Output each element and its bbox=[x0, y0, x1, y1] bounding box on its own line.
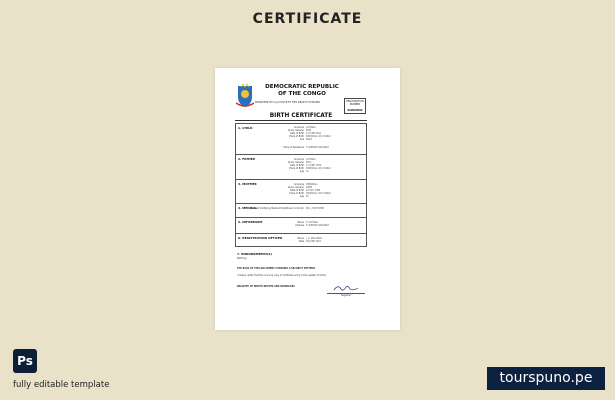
field-row: Place of Birth KINSHASA, RD CONGO bbox=[289, 135, 331, 138]
field-row: Date of Birth 21 JUNE 2010 bbox=[290, 132, 322, 135]
page-heading: CERTIFICATE bbox=[252, 11, 363, 27]
section-medical: 4. MEDICAL Name of Certifying Medical Practitioner or Doctor DR. J. MUTOMBO bbox=[235, 204, 367, 218]
field-row: Sex MALE bbox=[300, 138, 312, 141]
section-father: 2. FATHER Surname LOTINGA Given name(s) PAUL Date of Birth 17 JUNE 1978 Place of Birth KINSHASA, RD CONGO Age 32 bbox=[235, 155, 367, 180]
field-row: Name of Certifying Medical Practitioner or Doctor DR. J. MUTOMBO bbox=[250, 207, 325, 210]
field-row: Surname LOTINGA bbox=[294, 126, 316, 129]
field-row: Address 5 AVENUE KABASELE bbox=[295, 224, 329, 227]
field-row: Given name(s) ANNE bbox=[287, 186, 313, 189]
field-row: Age 25 bbox=[299, 195, 309, 198]
fine-print: THE BACK OF THIS DOCUMENT CONTAINS A SECURITY PATTERN bbox=[237, 267, 315, 270]
section-informant: 5. INFORMANT Name P. LOTINGA Address 5 AVENUE KABASELE bbox=[235, 218, 367, 234]
ministry-line: MINISTÈRE DE LA JUSTICE ET DES DROITS HUMAINS bbox=[255, 101, 320, 104]
field-row: Given name(s) JEAN bbox=[287, 129, 312, 132]
endorsements-label: 7. ENDORSEMENT(S) bbox=[237, 252, 272, 256]
field-row: Place of Residence 5 AVENUE KABASELE bbox=[283, 146, 329, 149]
photoshop-icon: Ps bbox=[13, 349, 37, 373]
field-row: Given name(s) PAUL bbox=[287, 161, 312, 164]
field-row: Date 28 JUNE 2010 bbox=[298, 240, 322, 243]
field-row: Date of Birth 17 JUNE 1978 bbox=[290, 164, 322, 167]
country-name: DEMOCRATIC REPUBLIC OF THE CONGO bbox=[265, 84, 339, 97]
signature-label: Registrar bbox=[341, 294, 351, 297]
field-row: Name J. K. MALANGO bbox=[297, 237, 323, 240]
field-row: Place of Birth KINSHASA, RD CONGO bbox=[289, 167, 331, 170]
field-row: Place of Birth KINSHASA, RD CONGO bbox=[289, 192, 331, 195]
section-registration-officer: 6. REGISTRATION OFFICER Name J. K. MALANGO Date 28 JUNE 2010 bbox=[235, 234, 367, 247]
field-row: Name P. LOTINGA bbox=[297, 221, 319, 224]
field-row: Date of Birth 22 MAY 1985 bbox=[290, 189, 321, 192]
signature-icon bbox=[326, 283, 366, 293]
field-row: Surname MOBANGA bbox=[294, 183, 318, 186]
registration-box: REGISTRATION NUMBER 000000000 bbox=[344, 98, 366, 114]
brand-badge[interactable]: tourspuno.pe bbox=[487, 367, 605, 390]
field-row: Age 32 bbox=[299, 170, 309, 173]
certificate-title: BIRTH CERTIFICATE bbox=[235, 113, 367, 121]
section-child: 1. CHILD Surname LOTINGA Given name(s) JEAN Date of Birth 21 JUNE 2010 Place of Birth KINSHASA, RD CONGO Sex MALE Place of Residence 5 AVENUE KABASELE bbox=[235, 123, 367, 155]
field-row: Surname LOTINGA bbox=[294, 158, 316, 161]
certificate-document bbox=[215, 68, 400, 330]
endorsements-value: Nothing bbox=[237, 257, 247, 260]
fine-print: I hereby certify that this is a true copy of certificate entry in the register of births bbox=[237, 274, 326, 277]
coat-of-arms-icon bbox=[234, 83, 256, 109]
editable-template-text: fully editable template bbox=[13, 380, 110, 390]
section-mother: 3. MOTHER Surname MOBANGA Given name(s) ANNE Date of Birth 22 MAY 1985 Place of Birth KINSHASA, RD CONGO Age 25 bbox=[235, 180, 367, 204]
fine-print: REGISTRY OF BIRTHS DEATHS AND MARRIAGES bbox=[237, 285, 295, 288]
